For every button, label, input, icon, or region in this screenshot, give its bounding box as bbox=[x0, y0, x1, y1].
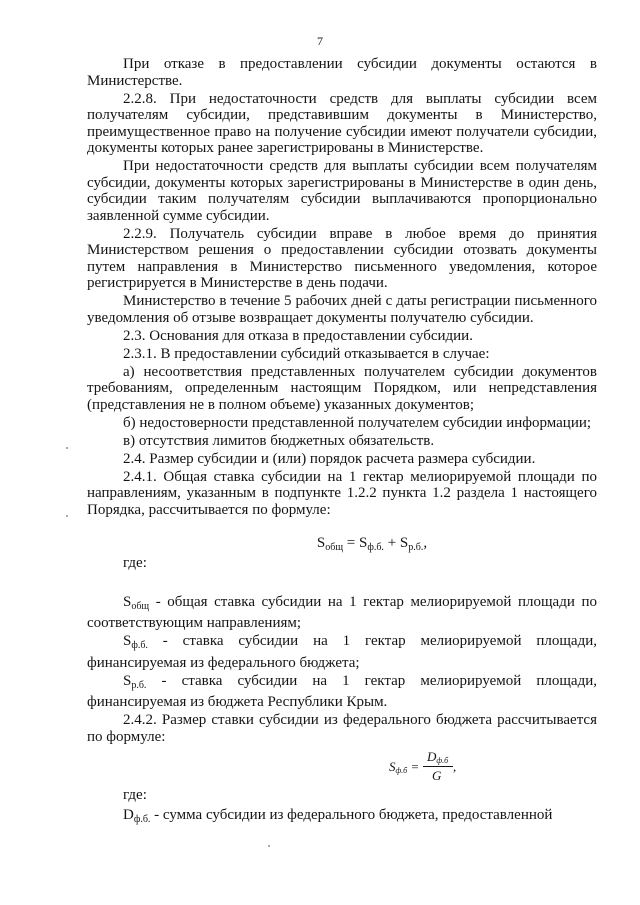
paragraph: б) недостоверности представленной получателем субсидии информации; bbox=[123, 414, 592, 431]
paragraph: 2.3.1. В предоставлении субсидий отказывается в случае: bbox=[123, 345, 490, 362]
paragraph: в) отсутствия лимитов бюджетных обязательств. bbox=[123, 432, 435, 449]
definition-item: $D_{ф.б.}$ - сумма субсидии из федерального бюджета, предоставленной bbox=[123, 807, 553, 825]
definition-item: $S_{р.б.}$ - ставка субсидии на 1 гектар мелиорируемой площади, финансируемая из бюджета Республики Крым. bbox=[87, 672, 597, 710]
formula-federal-rate: Sф.б = Dф.б G , bbox=[389, 748, 457, 783]
document-body bbox=[87, 56, 597, 830]
where-label: где: bbox=[123, 786, 147, 803]
fraction-bar bbox=[423, 766, 453, 767]
paragraph: 2.2.8. При недостаточности средств для выплаты субсидии всем получателям субсидии, представившим документы в Министерство, преимущественное право на получение субсидии имеют получатели субсидии, документы которых ранее зарегистрированы в Министерстве. bbox=[87, 90, 597, 156]
where-label: где: bbox=[123, 555, 147, 571]
scan-speck bbox=[66, 447, 68, 449]
paragraph: а) несоответствия представленных получателем субсидии документов требованиям, определенным настоящим Порядком, или непредставления (представления не в полном объеме) указанных документов; bbox=[87, 363, 597, 413]
paragraph: 2.4. Размер субсидии и (или) порядок расчета размера субсидии. bbox=[123, 450, 536, 467]
formula-total-rate: $S_{общ} = S_{ф.б.} + S_{р.б.}$, bbox=[316, 535, 428, 553]
paragraph: 2.4.1. Общая ставка субсидии на 1 гектар мелиорируемой площади по направлениям, указанным в подпункте 1.2.2 пункта 1.2 раздела 1 настоящего Порядка, рассчитывается по формуле: bbox=[87, 468, 597, 518]
paragraph: При недостаточности средств для выплаты субсидии всем получателям субсидии, документы которых зарегистрированы в Министерстве в один день, субсидии таким получателям субсидии выплачиваются пропорционально заявленной сумме субсидии. bbox=[87, 158, 597, 224]
paragraph: 2.2.9. Получатель субсидии вправе в любое время до принятия Министерством решения о предоставлении субсидии отозвать документы путем направления в Министерство письменного уведомления, которое регистрируется в Министерстве в день подачи. bbox=[87, 225, 597, 291]
paragraph: 2.4.2. Размер ставки субсидии из федерального бюджета рассчитывается по формуле: bbox=[87, 712, 597, 745]
paragraph: 2.3. Основания для отказа в предоставлении субсидии. bbox=[123, 327, 473, 344]
page-number: 7 bbox=[317, 34, 323, 48]
scan-speck bbox=[268, 845, 270, 847]
paragraph: При отказе в предоставлении субсидии документы остаются в Министерстве. bbox=[87, 56, 597, 89]
definition-item: $S_{ф.б.}$ - ставка субсидии на 1 гектар мелиорируемой площади, финансируемая из федерального бюджета; bbox=[87, 633, 597, 671]
scan-speck bbox=[66, 515, 68, 517]
paragraph: Министерство в течение 5 рабочих дней с даты регистрации письменного уведомления об отзыве возвращает документы получателю субсидии. bbox=[87, 293, 597, 326]
definition-item: $S_{общ}$ - общая ставка субсидии на 1 гектар мелиорируемой площади по соответствующим направлениям; bbox=[87, 593, 597, 631]
